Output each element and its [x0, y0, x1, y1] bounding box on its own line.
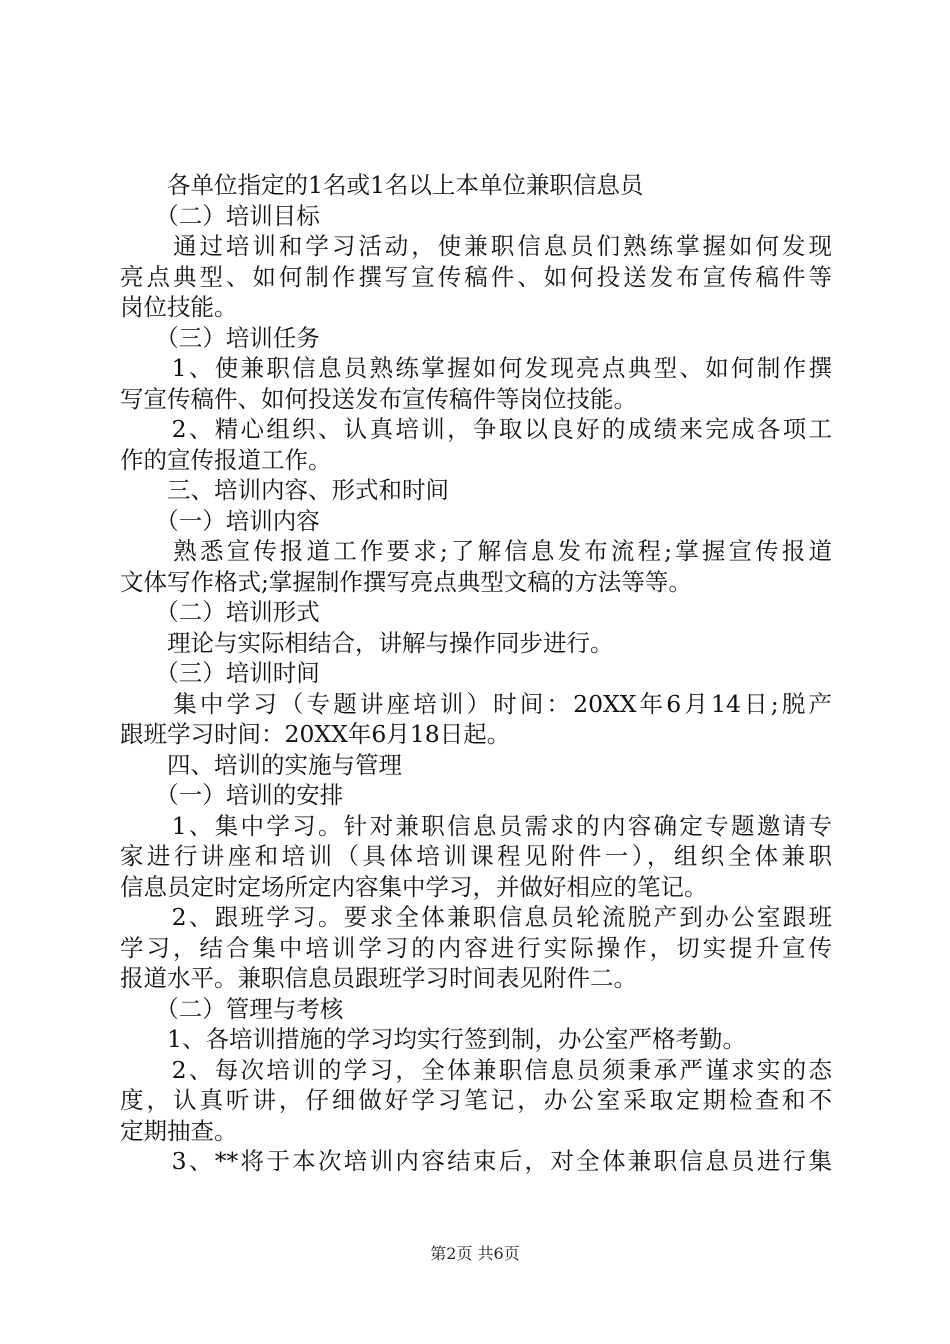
text-line: 跟班学习时间：20XX年6月18日起。 [120, 720, 511, 748]
text-line: 理论与实际相结合，讲解与操作同步进行。 [120, 628, 614, 657]
text-line: 各单位指定的1名或1名以上本单位兼职信息员 [120, 171, 644, 199]
text-line: （一）培训的安排 [120, 781, 344, 809]
text-line: （一）培训内容 [120, 506, 320, 535]
text-line: （二）培训形式 [120, 598, 320, 626]
text-line: 信息员定时定场所定内容集中学习，并做好相应的笔记。 [120, 872, 708, 901]
text-line: 1、使兼职信息员熟练掌握如何发现亮点典型、如何制作撰 [120, 354, 832, 382]
text-line: 家进行讲座和培训（具体培训课程见附件一），组织全体兼职 [120, 842, 832, 870]
text-line: 集中学习（专题讲座培训）时间：20XX年6月14日;脱产 [120, 689, 832, 718]
text-line: 2、每次培训的学习，全体兼职信息员须秉承严谨求实的态 [120, 1055, 832, 1084]
document-body [120, 170, 832, 1177]
text-line: 学习，结合集中培训学习的内容进行实际操作，切实提升宣传 [120, 933, 832, 962]
text-line: 作的宣传报道工作。 [120, 445, 332, 474]
text-line: 定期抽查。 [120, 1116, 238, 1145]
text-line: 报道水平。兼职信息员跟班学习时间表见附件二。 [120, 964, 637, 992]
text-line: 2、跟班学习。要求全体兼职信息员轮流脱产到办公室跟班 [120, 903, 832, 931]
text-line: （二）培训目标 [120, 201, 320, 230]
text-line: 通过培训和学习活动，使兼职信息员们熟练掌握如何发现 [120, 232, 832, 260]
text-line: 熟悉宣传报道工作要求;了解信息发布流程;掌握宣传报道 [120, 537, 832, 565]
page-footer: 第2页 共6页 [430, 1244, 520, 1263]
text-line: 1、集中学习。针对兼职信息员需求的内容确定专题邀请专 [120, 811, 832, 840]
text-line: 三、培训内容、形式和时间 [120, 476, 449, 504]
text-line: 写宣传稿件、如何投送发布宣传稿件等岗位技能。 [120, 384, 637, 413]
text-line: 文体写作格式;掌握制作撰写亮点典型文稿的方法等等。 [120, 567, 692, 596]
text-line: 2、精心组织、认真培训，争取以良好的成绩来完成各项工 [120, 415, 832, 443]
text-line: 亮点典型、如何制作撰写宣传稿件、如何投送发布宣传稿件等 [120, 262, 832, 291]
text-line: 岗位技能。 [120, 293, 238, 321]
text-line: 3、**将于本次培训内容结束后，对全体兼职信息员进行集 [120, 1147, 832, 1175]
text-line: 度，认真听讲，仔细做好学习笔记，办公室采取定期检查和不 [120, 1086, 832, 1114]
text-line: 1、各培训措施的学习均实行签到制，办公室严格考勤。 [120, 1025, 746, 1053]
text-line: （二）管理与考核 [120, 994, 344, 1023]
text-line: （三）培训时间 [120, 659, 320, 687]
text-line: （三）培训任务 [120, 323, 320, 352]
text-line: 四、培训的实施与管理 [120, 750, 402, 779]
